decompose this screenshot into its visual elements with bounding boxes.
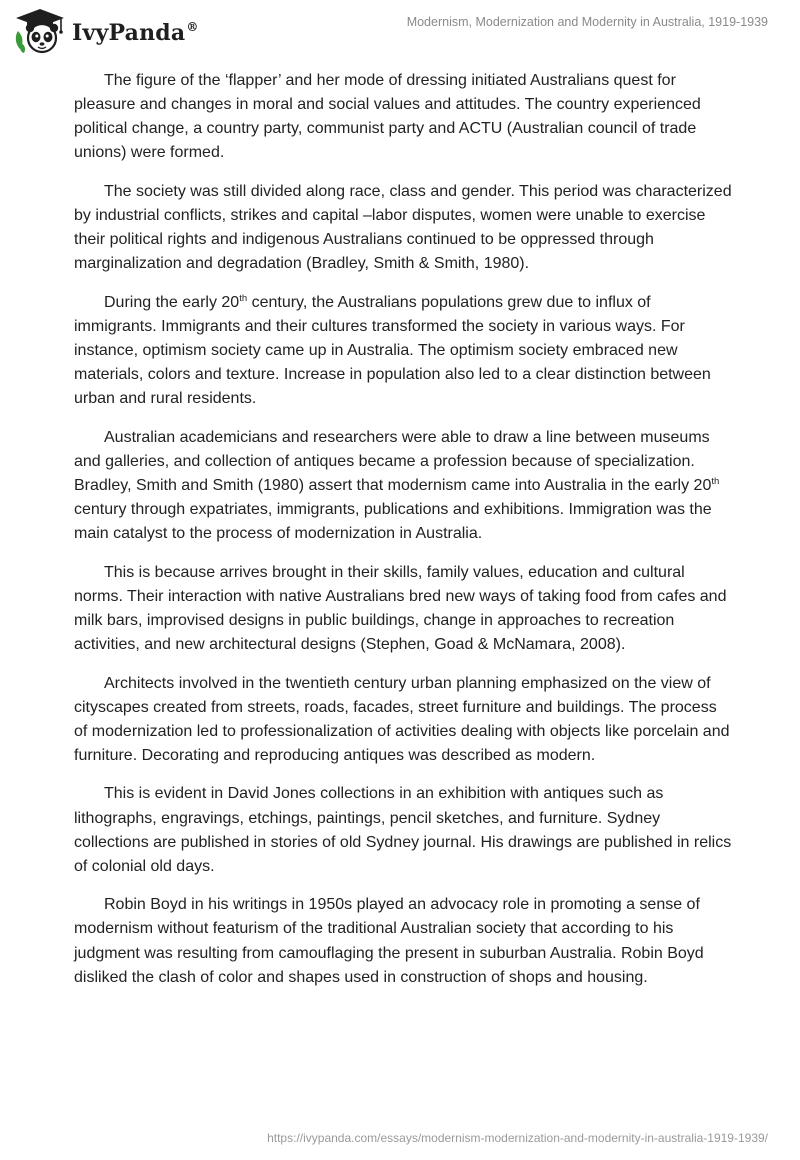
paragraph: Robin Boyd in his writings in 1950s played an advocacy role in promoting a sense of modernism without featurism of the traditional Australian society that according to his judgment was resulting from camouflaging the present in suburban Australia. Robin Boyd disliked the clash of color and shapes used in construction of shops and housing.: [74, 896, 704, 986]
document-title: Modernism, Modernization and Modernity in Australia, 1919-1939: [406, 15, 768, 29]
paragraph: During the early 20th century, the Australians populations grew due to influx of immigrants. Immigrants and their cultures transformed the society in various ways. For instance, optimism society came up in Australia. The optimism society embraced new materials, colors and texture. Increase in population also led to a clear distinction between urban and rural residents.: [74, 292, 711, 408]
brand-name: IvyPanda®: [72, 20, 199, 46]
panda-graduation-cap-icon: [14, 7, 66, 55]
paragraph: This is evident in David Jones collections in an exhibition with antiques such as lithographs, engravings, etchings, paintings, pencil sketches, and furniture. Sydney collections are published in stories of old Sydney journal. His drawings are published in relics of colonial old days.: [74, 785, 732, 875]
paragraph: The figure of the ‘flapper’ and her mode of dressing initiated Australians quest for pleasure and changes in moral and social values and attitudes. The country experienced political change, a country party, communist party and ACTU (Australian council of trade unions) were formed.: [74, 72, 701, 162]
ivypanda-logo[interactable]: [14, 6, 199, 56]
paragraph: Architects involved in the twentieth century urban planning emphasized on the view of cityscapes created from streets, roads, facades, street furniture and buildings. The process of modernization led to professionalization of activities dealing with objects like porcelain and furniture. Decorating and reproducing antiques was described as modern.: [74, 674, 730, 764]
page-header: [0, 0, 800, 60]
paragraph: Australian academicians and researchers were able to draw a line between museums and galleries, and collection of antiques became a profession because of specialization. Bradley, Smith and Smith (1980) assert that modernism came into Australia in the early 20th century through expatriates, immigrants, publications and exhibitions. Immigration was the main catalyst to the process of modernization in Australia.: [74, 428, 720, 543]
paragraph: The society was still divided along race, class and gender. This period was characterized by industrial conflicts, strikes and capital –labor disputes, women were unable to exercise their political rights and indigenous Australians continued to be oppressed through marginalization and degradation (Bradley, Smith & Smith, 1980).: [74, 182, 732, 273]
paragraph: This is because arrives brought in their skills, family values, education and cultural norms. Their interaction with native Australians bred new ways of taking food from cafes and milk bars, improvised designs in public buildings, change in approaches to recreation activities, and new architectural designs (Stephen, Goad & McNamara, 2008).: [74, 563, 727, 653]
source-url[interactable]: https://ivypanda.com/essays/modernism-modernization-and-modernity-in-australia-1919-1939/: [267, 1131, 768, 1145]
essay-body: [74, 69, 734, 1004]
